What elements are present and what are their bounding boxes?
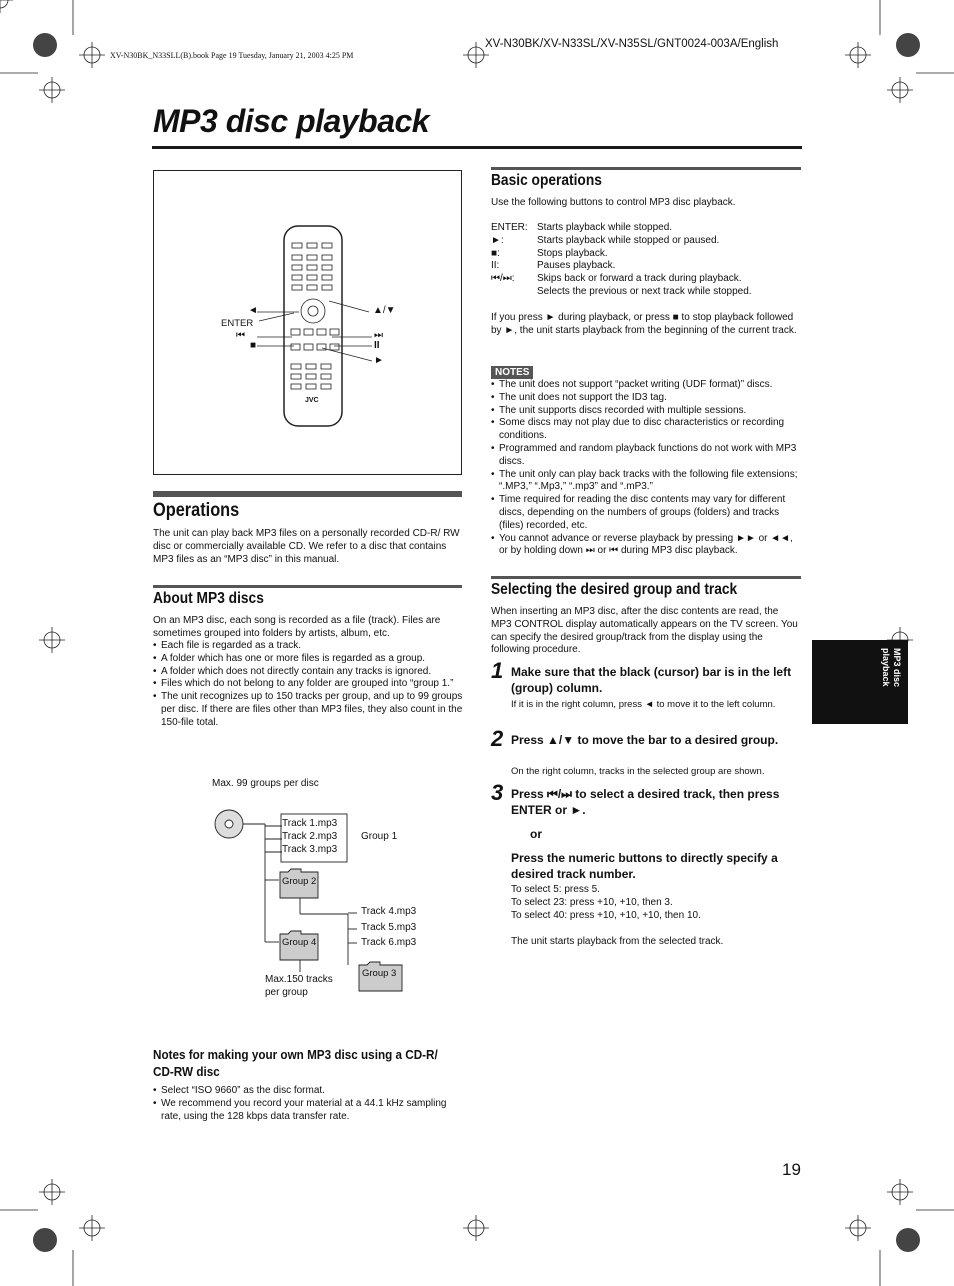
jvc-logo: JVC (305, 397, 319, 404)
about-intro: On an MP3 disc, each song is recorded as a file (track). Files are sometimes grouped into folders by artists, album, etc. (153, 615, 441, 639)
max-groups-label: Max. 99 groups per disc (212, 778, 319, 789)
side-tab-label: MP3 disc playback (881, 648, 902, 688)
list-item: • The unit does not support “packet writing (UDF format)” discs. (491, 379, 801, 392)
select-heading: Selecting the desired group and track (491, 581, 738, 598)
operations-body: The unit can play back MP3 files on a personally recorded CD-R/ RW disc or commercially available CD. We refer to a disc that contains MP3 files as an “MP3 disc” in this manual. (153, 528, 460, 565)
operations-bar (153, 491, 462, 497)
list-item: • We recommend you record your material at a 44.1 kHz sampling rate, using the 128 kbps data transfer rate. (153, 1098, 453, 1124)
op-row (491, 235, 801, 248)
step-3-examples (511, 884, 801, 922)
step-2-sub: On the right column, tracks in the selected group are shown. (511, 766, 765, 777)
about-heading: About MP3 discs (153, 590, 264, 607)
page-title: MP3 disc playback (153, 103, 430, 139)
max-tracks-label-1: Max.150 tracks (265, 974, 333, 985)
step-1-text: Make sure that the black (cursor) bar is in the left (group) column. (511, 665, 792, 695)
play-label: ► (374, 355, 384, 366)
track-2: Track 2.mp3 (282, 831, 338, 842)
list-item: • The unit recognizes up to 150 tracks per group, and up to 99 groups per disc. If there are files other than MP3 files, they also count in the 150-file total. (153, 691, 463, 729)
select-bar (491, 576, 801, 579)
group-3-folder: Group 3 (362, 968, 397, 979)
step-3-or: or (530, 827, 542, 841)
basic-bar (491, 167, 801, 170)
list-item: • The unit supports discs recorded with multiple sessions. (491, 405, 801, 418)
group-2-folder: Group 2 (282, 876, 317, 887)
stop-label: ■ (250, 340, 257, 351)
example-line: To select 40: press +10, +10, +10, then 10. (511, 909, 701, 921)
list-item: • You cannot advance or reverse playback by pressing ►► or ◄◄, or by holding down ⏭ or ⏮ during MP3 disc playback. (491, 533, 801, 559)
op-desc: Skips back or forward a track during playback. (537, 273, 742, 285)
op-key: ENTER: (491, 222, 528, 233)
list-item: • Files which do not belong to any folder are grouped into “group 1.” (153, 678, 463, 691)
about-bullets (153, 640, 463, 730)
op-row (491, 286, 801, 299)
track-3: Track 3.mp3 (282, 844, 338, 855)
list-item: • The unit does not support the ID3 tag. (491, 392, 801, 405)
select-intro: When inserting an MP3 disc, after the disc contents are read, the MP3 CONTROL display automatically appears on the TV screen. You can specify the desired group/track from the display using the following procedure. (491, 606, 798, 656)
step-2-number: 2 (491, 726, 504, 751)
book-header: XV-N30BK_N33SLL(B).book Page 19 Tuesday, January 21, 2003 4:25 PM (110, 51, 354, 60)
group-4-folder: Group 4 (282, 937, 317, 948)
notes-cd-heading: Notes for making your own MP3 disc using a CD-R/ CD-RW disc (153, 1047, 438, 1079)
basic-intro: Use the following buttons to control MP3 disc playback. (491, 197, 736, 208)
track-6: Track 6.mp3 (361, 937, 417, 948)
op-desc: Selects the previous or next track while stopped. (537, 285, 752, 297)
list-item: • Time required for reading the disc contents may vary for different discs, depending on the numbers of groups (folders) and tracks (files) recorded, etc. (491, 494, 801, 532)
notes-badge (491, 362, 533, 380)
example-line: To select 5: press 5. (511, 884, 600, 895)
enter-label: ENTER (221, 318, 254, 329)
remote-illustration-box (153, 170, 462, 475)
op-desc: Starts playback while stopped or paused. (537, 234, 720, 246)
track-1: Track 1.mp3 (282, 818, 338, 829)
left-arrow-label: ◄ (248, 305, 258, 316)
up-down-label: ▲/▼ (373, 305, 396, 316)
prev-label: ⏮ (236, 330, 245, 341)
title-rule (152, 146, 802, 149)
side-tab (812, 640, 908, 724)
about-bar (153, 585, 462, 588)
op-desc: Stops playback. (537, 247, 608, 259)
track-5: Track 5.mp3 (361, 922, 417, 933)
group-1-label: Group 1 (361, 831, 398, 842)
op-key (491, 286, 537, 299)
step-2-text: Press ▲/▼ to move the bar to a desired group. (511, 733, 779, 747)
op-desc: Pauses playback. (537, 260, 616, 272)
list-item: • Select “ISO 9660” as the disc format. (153, 1085, 453, 1098)
step-3-text: Press ⏮/⏭ to select a desired track, then press ENTER or ►. (511, 787, 780, 817)
next-label: ⏭ (374, 330, 383, 341)
basic-after: If you press ► during playback, or press ■ to stop playback followed by ►, the unit starts playback from the beginning of the current track. (491, 312, 797, 336)
operations-heading: Operations (153, 500, 240, 521)
step-3-final: The unit starts playback from the selected track. (511, 936, 724, 947)
model-header: XV-N30BK/XV-N33SL/XV-N35SL/GNT0024-003A/English (485, 38, 779, 50)
page-number: 19 (782, 1160, 801, 1179)
op-row (491, 260, 801, 273)
op-key: ►: (491, 234, 504, 246)
step-3b-text: Press the numeric buttons to directly specify a desired track number. (511, 851, 778, 881)
notes-badge-label: NOTES (491, 366, 533, 379)
step-3-number: 3 (491, 780, 504, 805)
op-row (491, 248, 801, 261)
list-item: • Programmed and random playback functions do not work with MP3 discs. (491, 443, 801, 469)
basic-notes (491, 379, 801, 558)
list-item: • A folder which does not directly contain any tracks is ignored. (153, 666, 463, 679)
notes-cd-bullets (153, 1085, 453, 1123)
basic-ops-list (491, 222, 801, 299)
list-item: • Some discs may not play due to disc characteristics or recording conditions. (491, 417, 801, 443)
op-row (491, 222, 801, 235)
list-item: • Each file is regarded as a track. (153, 640, 463, 653)
op-key: ⏮/⏭: (491, 273, 515, 285)
op-key: II: (491, 260, 500, 272)
remote-control-illustration (154, 171, 463, 476)
op-row (491, 273, 801, 286)
step-1-number: 1 (491, 658, 504, 683)
step-1-sub: If it is in the right column, press ◄ to move it to the left column. (511, 699, 776, 710)
track-4: Track 4.mp3 (361, 906, 417, 917)
list-item: • The unit only can play back tracks with the following file extensions; “.MP3,” “.Mp3,” “.mp3” and “.mP3.” (491, 469, 801, 495)
example-line: To select 23: press +10, +10, then 3. (511, 896, 673, 908)
list-item: • A folder which has one or more files is regarded as a group. (153, 653, 463, 666)
basic-heading: Basic operations (491, 172, 602, 189)
op-desc: Starts playback while stopped. (537, 222, 673, 233)
pause-label: II (374, 340, 380, 351)
max-tracks-label-2: per group (265, 987, 308, 998)
op-key: ■: (491, 247, 500, 259)
